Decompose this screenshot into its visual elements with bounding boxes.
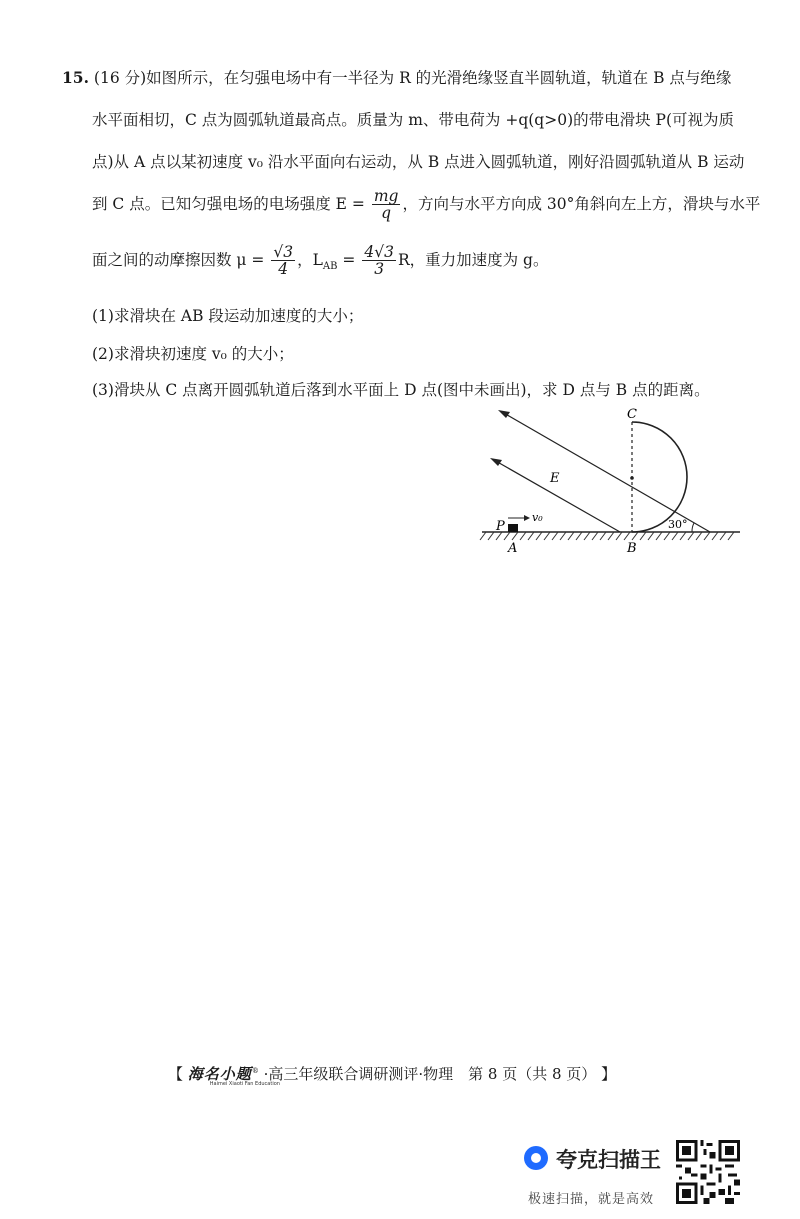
- line5-eq: =: [337, 250, 356, 269]
- fraction-denominator: 3: [374, 260, 385, 279]
- field-arrow-upper: [498, 410, 510, 418]
- label-e: E: [550, 471, 560, 486]
- footer-bracket-open: 【: [168, 1065, 184, 1083]
- label-v0: v₀: [532, 511, 543, 524]
- fraction-denominator: q: [381, 204, 392, 223]
- problem-line-1: [62, 66, 731, 88]
- fraction-numerator: mg: [373, 187, 399, 205]
- brand-logo: 海名小题® Haimei Xiaoti Fan Education: [187, 1065, 280, 1087]
- problem-line-5: [92, 244, 548, 278]
- brand-name: 海名小题: [187, 1065, 252, 1083]
- physics-diagram: [478, 404, 748, 564]
- circle-center-dot: [630, 476, 634, 480]
- problem-line-3: 点)从 A 点以某初速度 v₀ 沿水平面向右运动，从 B 点进入圆弧轨道，刚好沿圆弧轨道从 B 运动: [92, 153, 745, 171]
- length-fraction: [362, 244, 396, 278]
- velocity-arrowhead: [524, 515, 530, 521]
- question-2: (2)求滑块初速度 v₀ 的大小；: [92, 345, 294, 363]
- fraction-denominator: 4: [278, 260, 289, 279]
- problem-line-2: 水平面相切，C 点为圆弧轨道最高点。质量为 m、带电荷为 +q(q>0)的带电滑块 P(可视为质: [92, 111, 735, 129]
- question-1: (1)求滑块在 AB 段运动加速度的大小；: [92, 307, 364, 325]
- question-3: (3)滑块从 C 点离开圆弧轨道后落到水平面上 D 点(图中未画出)，求 D 点与 B 点的距离。: [92, 381, 710, 399]
- line5-mid: ，L: [297, 250, 323, 269]
- label-p: P: [496, 519, 505, 534]
- page-footer: [168, 1063, 617, 1087]
- label-c: C: [627, 407, 637, 422]
- problem-number: 15.: [62, 68, 89, 87]
- label-b: B: [627, 541, 637, 556]
- line5-pre: 面之间的动摩擦因数 μ =: [92, 250, 265, 269]
- fraction-numerator: 4√3: [364, 243, 394, 261]
- angle-arc: [692, 523, 694, 532]
- brand-subtitle: Haimei Xiaoti Fan Education: [209, 1081, 280, 1087]
- semicircle-track: [632, 422, 687, 532]
- footer-text: ·高三年级联合调研测评·物理 第 8 页（共 8 页）: [263, 1065, 597, 1083]
- line5-post: R，重力加速度为 g。: [397, 250, 549, 269]
- qr-code-icon: [676, 1140, 740, 1204]
- scanner-logo-icon: [524, 1146, 548, 1170]
- problem-line-4: [92, 188, 760, 222]
- friction-fraction: [271, 244, 295, 278]
- field-strength-fraction: [372, 188, 401, 222]
- line4-post: ，方向与水平方向成 30°角斜向左上方，滑块与水平: [402, 194, 761, 213]
- problem-points: (16 分): [93, 69, 147, 87]
- field-arrow-lower: [490, 458, 502, 466]
- line5-subscript: AB: [322, 260, 338, 272]
- footer-bracket-close: 】: [601, 1065, 617, 1083]
- ground-hatching: [480, 532, 734, 540]
- label-a: A: [508, 541, 518, 556]
- line4-pre: 到 C 点。已知匀强电场的电场强度 E =: [92, 194, 365, 213]
- scanner-tagline: 极速扫描，就是高效: [528, 1192, 655, 1207]
- scanner-name: 夸克扫描王: [556, 1148, 661, 1172]
- fraction-numerator: √3: [273, 243, 294, 261]
- label-angle: 30°: [668, 518, 688, 531]
- problem-text-1: 如图所示，在匀强电场中有一半径为 R 的光滑绝缘竖直半圆轨道，轨道在 B 点与绝缘: [146, 69, 732, 87]
- slider-block-p: [508, 524, 518, 532]
